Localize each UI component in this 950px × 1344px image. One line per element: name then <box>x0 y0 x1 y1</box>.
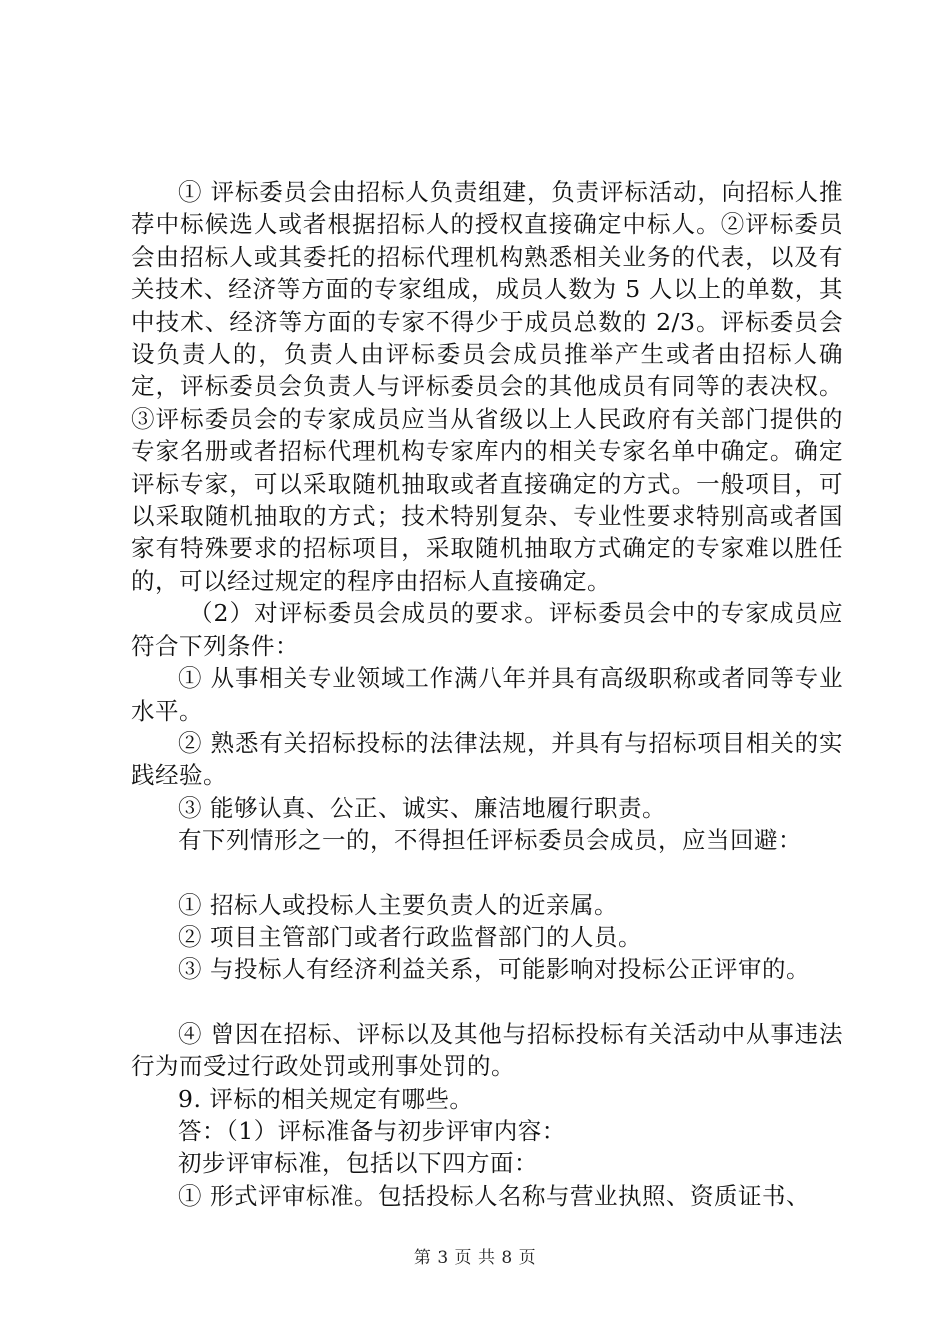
paragraph-recusal-4: ④ 曾因在招标、评标以及其他与招标投标有关活动中从事违法行为而受过行政处罚或刑事处罚的。 <box>131 1019 843 1081</box>
paragraph-preliminary-standards: 初步评审标准，包括以下四方面： <box>178 1149 538 1178</box>
paragraph-recusal-2: ② 项目主管部门或者行政监督部门的人员。 <box>178 922 642 951</box>
paragraph-requirement-1: ① 从事相关专业领域工作满八年并具有高级职称或者同等专业水平。 <box>131 664 843 725</box>
paragraph-recusal-3: ③ 与投标人有经济利益关系，可能影响对投标公正评审的。 <box>178 955 810 984</box>
paragraph-requirement-3: ③ 能够认真、公正、诚实、廉洁地履行职责。 <box>178 793 666 822</box>
paragraph-member-requirements: （2）对评标委员会成员的要求。评标委员会中的专家成员应符合下列条件： <box>131 599 843 660</box>
paragraph-committee-formation: ① 评标委员会由招标人负责组建，负责评标活动，向招标人推荐中标候选人或者根据招标人的授权直接确定中标人。②评标委员会由招标人或其委托的招标代理机构熟悉相关业务的代表，以及有关技术、经济等方面的专家组成，成员人数为 5 人以上的单数，其中技术、经济等方面的专家不得少于成员总数的 2/3。评标委员会设负责人的，负责人由评标委员会成员推举产生或者由招标人确定，评标委员会负责人与评标委员会的其他成员有同等的表决权。③评标委员会的专家成员应当从省级以上人民政府有关部门提供的专家名册或者招标代理机构专家库内的相关专家名单中确定。确定评标专家，可以采取随机抽取或者直接确定的方式。一般项目，可以采取随机抽取的方式；技术特别复杂、专业性要求特别高或者国家有特殊要求的招标项目，采取随机抽取方式确定的专家难以胜任的，可以经过规定的程序由招标人直接确定。 <box>131 178 843 595</box>
paragraph-formal-review: ① 形式评审标准。包括投标人名称与营业执照、资质证书、 <box>178 1181 810 1210</box>
paragraph-recusal-1: ① 招标人或投标人主要负责人的近亲属。 <box>178 890 618 919</box>
paragraph-question-9: 9. 评标的相关规定有哪些。 <box>178 1084 474 1113</box>
paragraph-recusal-intro: 有下列情形之一的，不得担任评标委员会成员，应当回避： <box>178 826 802 855</box>
paragraph-requirement-2: ② 熟悉有关招标投标的法律法规，并具有与招标项目相关的实践经验。 <box>131 728 843 790</box>
page-number-footer: 第 3 页 共 8 页 <box>413 1248 537 1268</box>
paragraph-answer-intro: 答：（1）评标准备与初步评审内容： <box>178 1116 566 1145</box>
document-body <box>131 176 843 1212</box>
